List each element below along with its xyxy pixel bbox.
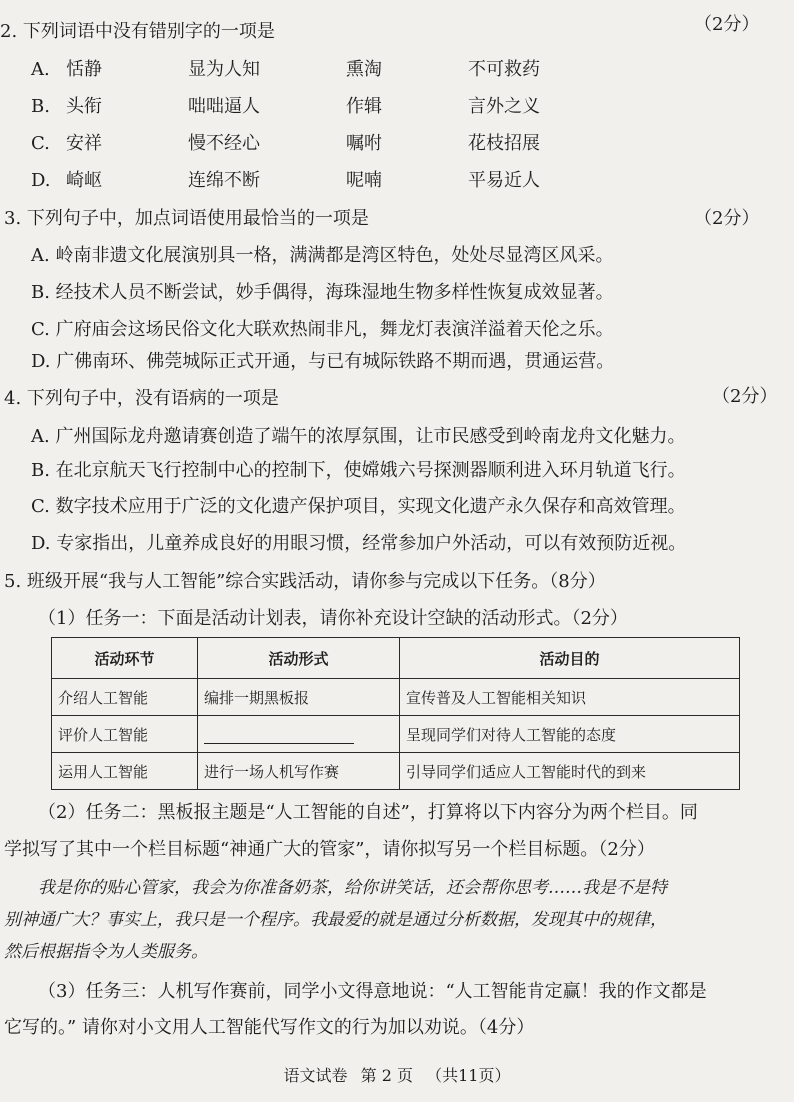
q2-option-c-label: C. (31, 133, 50, 154)
q3-score: （2分） (694, 208, 760, 229)
table-cell: 介绍人工智能 (52, 679, 198, 716)
q2-option-d-word2: 连绵不断 (188, 170, 260, 191)
q4-score: （2分） (712, 386, 778, 407)
table-row (52, 753, 740, 790)
footer-page-number: 第 2 页 (360, 1066, 413, 1085)
table-header-cell: 活动目的 (400, 638, 740, 679)
table-cell: 引导同学们适应人工智能时代的到来 (400, 753, 740, 790)
table-header-row (52, 638, 740, 679)
q4-option-a: A. 广州国际龙舟邀请赛创造了端午的浓厚氛围，让市民感受到岭南龙舟文化魅力。 (31, 426, 686, 447)
table-cell: 编排一期黑板报 (198, 679, 400, 716)
q2-option-a-word1: 恬静 (66, 59, 102, 80)
q5-task3-line2: 它写的。” 请你对小文用人工智能代写作文的行为加以劝说。（4分） (4, 1017, 535, 1038)
q3-option-b: B. 经技术人员不断尝试，妙手偶得，海珠湿地生物多样性恢复成效显著。 (31, 282, 614, 303)
excerpt-line3: 然后根据指令为人类服务。 (4, 942, 208, 962)
q3-option-d: D. 广佛南环、佛莞城际正式开通，与已有城际铁路不期而遇，贯通运营。 (31, 351, 615, 372)
table-header-cell: 活动形式 (198, 638, 400, 679)
q2-option-a-word4: 不可救药 (468, 59, 540, 80)
q4-option-c: C. 数字技术应用于广泛的文化遗产保护项目，实现文化遗产永久保存和高效管理。 (31, 496, 686, 517)
q3-option-a: A. 岭南非遗文化展演别具一格，满满都是湾区特色，处处尽显湾区风采。 (31, 245, 614, 266)
q2-stem: 2. 下列词语中没有错别字的一项是 (0, 21, 275, 42)
q2-option-a-word2: 显为人知 (188, 59, 260, 80)
q2-score: （2分） (694, 14, 760, 35)
q2-option-d-label: D. (31, 170, 51, 191)
q5-task3-line1: （3）任务三：人机写作赛前，同学小文得意地说：“人工智能肯定赢！我的作文都是 (38, 981, 707, 1002)
page-footer (0, 1063, 794, 1086)
q2-option-d-word4: 平易近人 (468, 170, 540, 191)
q2-option-d-word1: 崎岖 (66, 170, 102, 191)
footer-total-pages: （共11页） (426, 1066, 511, 1085)
q2-option-c-word1: 安祥 (66, 133, 102, 154)
excerpt-line2: 别神通广大？事实上，我只是一个程序。我最爱的就是通过分析数据，发现其中的规律， (4, 910, 667, 930)
q3-option-c: C. 广府庙会这场民俗文化大联欢热闹非凡，舞龙灯表演洋溢着天伦之乐。 (31, 319, 614, 340)
table-row (52, 716, 740, 753)
q3-stem: 3. 下列句子中，加点词语使用最恰当的一项是 (4, 208, 369, 229)
q2-option-d-word3: 呢喃 (346, 170, 382, 191)
q4-stem: 4. 下列句子中，没有语病的一项是 (4, 388, 279, 409)
table-cell: 运用人工智能 (52, 753, 198, 790)
q2-option-b-word2: 咄咄逼人 (188, 96, 260, 117)
q4-option-b: B. 在北京航天飞行控制中心的控制下，使嫦娥六号探测器顺利进入环月轨道飞行。 (31, 460, 686, 481)
q5-stem: 5. 班级开展“我与人工智能”综合实践活动，请你参与完成以下任务。（8分） (4, 571, 606, 592)
q2-option-c-word3: 嘱咐 (346, 133, 382, 154)
answer-blank-cell[interactable] (198, 716, 400, 753)
q2-option-c-word2: 慢不经心 (188, 133, 260, 154)
table-cell: 评价人工智能 (52, 716, 198, 753)
table-cell: 呈现同学们对待人工智能的态度 (400, 716, 740, 753)
table-cell: 进行一场人机写作赛 (198, 753, 400, 790)
q2-option-c-word4: 花枝招展 (468, 133, 540, 154)
activity-plan-table (51, 637, 740, 790)
table-header-cell: 活动环节 (52, 638, 198, 679)
q5-task2-line2: 学拟写了其中一个栏目标题“神通广大的管家”，请你拟写另一个栏目标题。（2分） (4, 839, 655, 860)
q2-option-b-word3: 作辑 (346, 96, 382, 117)
answer-blank-line[interactable] (204, 725, 354, 744)
q2-option-a-word3: 熏淘 (346, 59, 382, 80)
q5-task1: （1）任务一：下面是活动计划表，请你补充设计空缺的活动形式。（2分） (38, 608, 628, 629)
q2-option-b-word1: 头衔 (66, 96, 102, 117)
table-cell: 宣传普及人工智能相关知识 (400, 679, 740, 716)
footer-subject: 语文试卷 (283, 1066, 348, 1085)
q4-option-d: D. 专家指出，儿童养成良好的用眼习惯，经常参加户外活动，可以有效预防近视。 (31, 533, 687, 554)
q5-task2-line1: （2）任务二：黑板报主题是“人工智能的自述”，打算将以下内容分为两个栏目。同 (38, 802, 698, 823)
q2-option-b-word4: 言外之义 (468, 96, 540, 117)
excerpt-line1: 我是你的贴心管家，我会为你准备奶茶，给你讲笑话，还会帮你思考……我是不是特 (38, 878, 667, 898)
q2-option-a-label: A. (31, 59, 50, 80)
q2-option-b-label: B. (31, 96, 50, 117)
table-row (52, 679, 740, 716)
